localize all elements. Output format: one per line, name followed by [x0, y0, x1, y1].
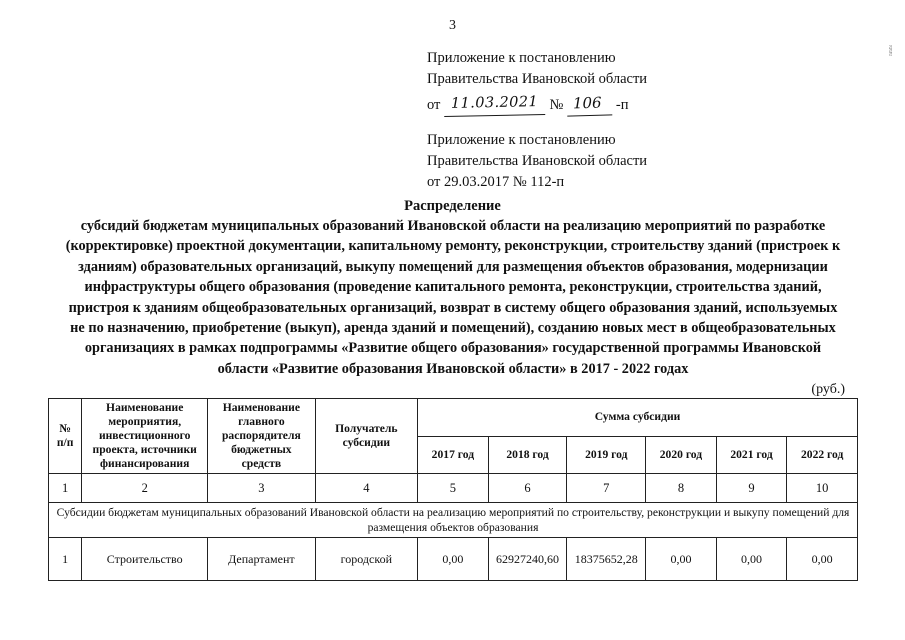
appendix2-line1: Приложение к постановлению: [427, 132, 616, 148]
row-amount-2018: 62927240,60: [488, 538, 567, 581]
column-number-1: 1: [49, 474, 82, 503]
table-row: [49, 538, 858, 581]
appendix2-line3: от 29.03.2017 № 112-п: [427, 174, 565, 190]
header-year-2017: 2017 год: [418, 436, 489, 474]
row-recipient: городской: [315, 538, 418, 581]
margin-scan-artifact: ≈≈≈: [886, 45, 895, 56]
decree-number-handwritten: 106: [567, 92, 612, 116]
document-title: Распределение: [404, 198, 501, 214]
row-amount-2021: 0,00: [716, 538, 787, 581]
appendix2-line2: Правительства Ивановской области: [427, 153, 648, 169]
header-year-2020: 2020 год: [646, 436, 717, 474]
row-amount-2019: 18375652,28: [567, 538, 646, 581]
appendix-header-second: [427, 130, 847, 193]
units-label: (руб.): [811, 382, 845, 397]
appendix-header-first: [427, 48, 847, 116]
no-label: №: [549, 97, 564, 113]
page-number: 3: [449, 18, 456, 33]
row-measure-name: Строительство: [82, 538, 208, 581]
decree-number-suffix: -п: [615, 97, 629, 113]
header-recipient: Получатель субсидии: [315, 399, 418, 474]
column-number-4: 4: [315, 474, 418, 503]
column-number-5: 5: [418, 474, 489, 503]
row-amount-2020: 0,00: [646, 538, 717, 581]
appendix1-date-line: [427, 93, 847, 116]
header-year-2021: 2021 год: [716, 436, 787, 474]
row-amount-2022: 0,00: [787, 538, 858, 581]
header-row-number: [49, 399, 82, 474]
row-number: 1: [49, 538, 82, 581]
column-number-2: 2: [82, 474, 208, 503]
column-number-9: 9: [716, 474, 787, 503]
row-dispatcher: Департамент: [208, 538, 315, 581]
header-measure-name: Наименование мероприятия, инвестиционного проекта, источники финансирования: [82, 399, 208, 474]
row-amount-2017: 0,00: [418, 538, 489, 581]
ot-label: от: [427, 97, 441, 113]
document-subtitle: субсидий бюджетам муниципальных образований Ивановской области на реализацию мероприятий по разработке (корректировке) проектной документации, капитальному ремонту, реконструкции, строительству зданий (пристроек к зданиям) образовательных организаций, выкупу помещений для размещения объектов образования, модернизации инфраструктуры общего образования (проведение капитального ремонта, реконструкции, строительства зданий, пристроя к зданиям общеобразовательных организаций, возврат в систему общего образования зданий, используемых не по назначению, приобретение (выкуп), аренда зданий и помещений), созданию новых мест в общеобразовательных организациях в рамках подпрограммы «Развитие общего образования» государственной программы Ивановской области «Развитие образования Ивановской области» в 2017 - 2022 годах: [65, 218, 841, 377]
appendix1-line1: Приложение к постановлению: [427, 50, 616, 66]
header-row-number-line1: №: [59, 422, 71, 435]
subsidy-distribution-table: [48, 398, 858, 581]
header-chief-dispatcher: Наименование главного распорядителя бюджетных средств: [208, 399, 315, 474]
appendix1-line2: Правительства Ивановской области: [427, 71, 648, 87]
header-amount-group: Сумма субсидии: [418, 399, 858, 437]
header-year-2022: 2022 год: [787, 436, 858, 474]
header-year-2019: 2019 год: [567, 436, 646, 474]
header-year-2018: 2018 год: [488, 436, 567, 474]
column-number-row: [49, 474, 858, 503]
column-number-8: 8: [646, 474, 717, 503]
header-row-number-line2: п/п: [56, 436, 74, 449]
column-number-7: 7: [567, 474, 646, 503]
table-section-row: [49, 503, 858, 538]
table-header-row: [49, 399, 858, 437]
decree-date-handwritten: 11.03.2021: [444, 92, 545, 117]
column-number-3: 3: [208, 474, 315, 503]
column-number-10: 10: [787, 474, 858, 503]
column-number-6: 6: [488, 474, 567, 503]
section-row-text: Субсидии бюджетам муниципальных образований Ивановской области на реализацию мероприятий по строительству, реконструкции и выкупу помещений для размещения объектов образования: [49, 503, 858, 538]
